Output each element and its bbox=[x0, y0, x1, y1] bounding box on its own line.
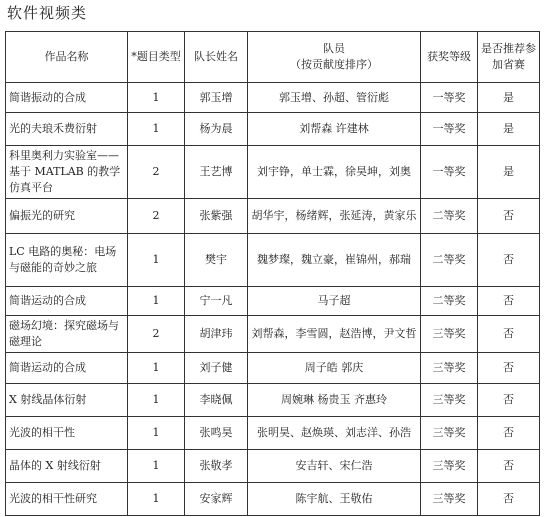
cell-type: 2 bbox=[128, 146, 185, 199]
cell-award: 一等奖 bbox=[421, 113, 478, 146]
cell-members: 刘宇铮，单士霖，徐昊坤，刘奥 bbox=[248, 146, 421, 199]
header-members-note: （按贡献度排序） bbox=[290, 58, 378, 71]
cell-type: 2 bbox=[128, 316, 185, 353]
cell-award: 二等奖 bbox=[421, 287, 478, 316]
cell-recommend: 否 bbox=[478, 199, 540, 234]
cell-type: 1 bbox=[128, 353, 185, 384]
cell-award: 一等奖 bbox=[421, 83, 478, 113]
cell-award: 三等奖 bbox=[421, 417, 478, 450]
cell-leader: 安家辉 bbox=[185, 483, 248, 516]
cell-type: 1 bbox=[128, 384, 185, 417]
awards-table bbox=[5, 31, 540, 516]
cell-award: 三等奖 bbox=[421, 483, 478, 516]
cell-leader: 胡津玮 bbox=[185, 316, 248, 353]
cell-work: 晶体的 X 射线衍射 bbox=[6, 450, 128, 483]
cell-recommend: 否 bbox=[478, 353, 540, 384]
page-title: 软件视频类 bbox=[7, 4, 88, 22]
cell-members: 刘帮森 许建林 bbox=[248, 113, 421, 146]
cell-award: 三等奖 bbox=[421, 450, 478, 483]
table-row bbox=[6, 287, 540, 316]
cell-leader: 王艺博 bbox=[185, 146, 248, 199]
cell-leader: 杨为晨 bbox=[185, 113, 248, 146]
cell-leader: 宁一凡 bbox=[185, 287, 248, 316]
cell-work: 科里奥利力实验室——基于 MATLAB 的教学仿真平台 bbox=[6, 146, 128, 199]
cell-leader: 樊宇 bbox=[185, 234, 248, 287]
cell-members: 周婉琳 杨贵玉 齐惠玲 bbox=[248, 384, 421, 417]
cell-recommend: 否 bbox=[478, 287, 540, 316]
cell-recommend: 否 bbox=[478, 234, 540, 287]
cell-recommend: 否 bbox=[478, 316, 540, 353]
cell-work: X 射线晶体衍射 bbox=[6, 384, 128, 417]
cell-award: 二等奖 bbox=[421, 234, 478, 287]
cell-members: 张明昊、赵焕瑛、刘志洋、孙浩 bbox=[248, 417, 421, 450]
cell-work: 简谐振动的合成 bbox=[6, 83, 128, 113]
cell-type: 1 bbox=[128, 417, 185, 450]
table-row bbox=[6, 316, 540, 353]
table-row bbox=[6, 234, 540, 287]
cell-work: 磁场幻境：探究磁场与磁理论 bbox=[6, 316, 128, 353]
cell-work: LC 电路的奥秘：电场与磁能的奇妙之旅 bbox=[6, 234, 128, 287]
cell-recommend: 是 bbox=[478, 83, 540, 113]
cell-leader: 张鸣昊 bbox=[185, 417, 248, 450]
cell-recommend: 是 bbox=[478, 146, 540, 199]
cell-members: 安吉轩、宋仁浩 bbox=[248, 450, 421, 483]
cell-award: 三等奖 bbox=[421, 353, 478, 384]
header-members bbox=[248, 32, 421, 83]
cell-work: 光波的相干性研究 bbox=[6, 483, 128, 516]
cell-members: 周子皓 郭庆 bbox=[248, 353, 421, 384]
cell-award: 三等奖 bbox=[421, 384, 478, 417]
table-row bbox=[6, 384, 540, 417]
cell-work: 光的夫琅禾费衍射 bbox=[6, 113, 128, 146]
table-row bbox=[6, 146, 540, 199]
table-row bbox=[6, 450, 540, 483]
table-row bbox=[6, 113, 540, 146]
cell-recommend: 是 bbox=[478, 113, 540, 146]
header-work: 作品名称 bbox=[6, 32, 128, 83]
cell-recommend: 否 bbox=[478, 417, 540, 450]
cell-type: 1 bbox=[128, 287, 185, 316]
table-row bbox=[6, 417, 540, 450]
cell-type: 1 bbox=[128, 234, 185, 287]
cell-members: 刘帮森，李雪圆，赵浩博，尹文哲 bbox=[248, 316, 421, 353]
cell-members: 陈宇航、王敬佑 bbox=[248, 483, 421, 516]
cell-award: 一等奖 bbox=[421, 146, 478, 199]
header-leader: 队长姓名 bbox=[185, 32, 248, 83]
table-row bbox=[6, 353, 540, 384]
header-row bbox=[6, 32, 540, 83]
cell-recommend: 否 bbox=[478, 384, 540, 417]
header-award: 获奖等级 bbox=[421, 32, 478, 83]
cell-recommend: 否 bbox=[478, 450, 540, 483]
cell-leader: 刘子健 bbox=[185, 353, 248, 384]
header-members-title: 队员 bbox=[323, 42, 345, 55]
header-recommend: 是否推荐参加省赛 bbox=[478, 32, 540, 83]
cell-leader: 张敬孝 bbox=[185, 450, 248, 483]
cell-award: 二等奖 bbox=[421, 199, 478, 234]
cell-members: 魏梦璨，魏立豪，崔锦州，郝瑞 bbox=[248, 234, 421, 287]
cell-work: 光波的相干性 bbox=[6, 417, 128, 450]
cell-type: 1 bbox=[128, 83, 185, 113]
cell-award: 三等奖 bbox=[421, 316, 478, 353]
cell-work: 偏振光的研究 bbox=[6, 199, 128, 234]
cell-members: 郭玉增、孙超、管衍彪 bbox=[248, 83, 421, 113]
cell-members: 胡华宇，杨绪辉，张延涛，黄家乐 bbox=[248, 199, 421, 234]
cell-type: 2 bbox=[128, 199, 185, 234]
cell-work: 简谐运动的合成 bbox=[6, 353, 128, 384]
table-row bbox=[6, 83, 540, 113]
cell-recommend: 否 bbox=[478, 483, 540, 516]
table-row bbox=[6, 483, 540, 516]
cell-work: 简谐运动的合成 bbox=[6, 287, 128, 316]
cell-type: 1 bbox=[128, 113, 185, 146]
cell-leader: 郭玉增 bbox=[185, 83, 248, 113]
cell-members: 马子超 bbox=[248, 287, 421, 316]
cell-leader: 张紫强 bbox=[185, 199, 248, 234]
header-type: *题目类型 bbox=[128, 32, 185, 83]
cell-type: 1 bbox=[128, 483, 185, 516]
cell-leader: 李晓佩 bbox=[185, 384, 248, 417]
cell-type: 1 bbox=[128, 450, 185, 483]
table-row bbox=[6, 199, 540, 234]
